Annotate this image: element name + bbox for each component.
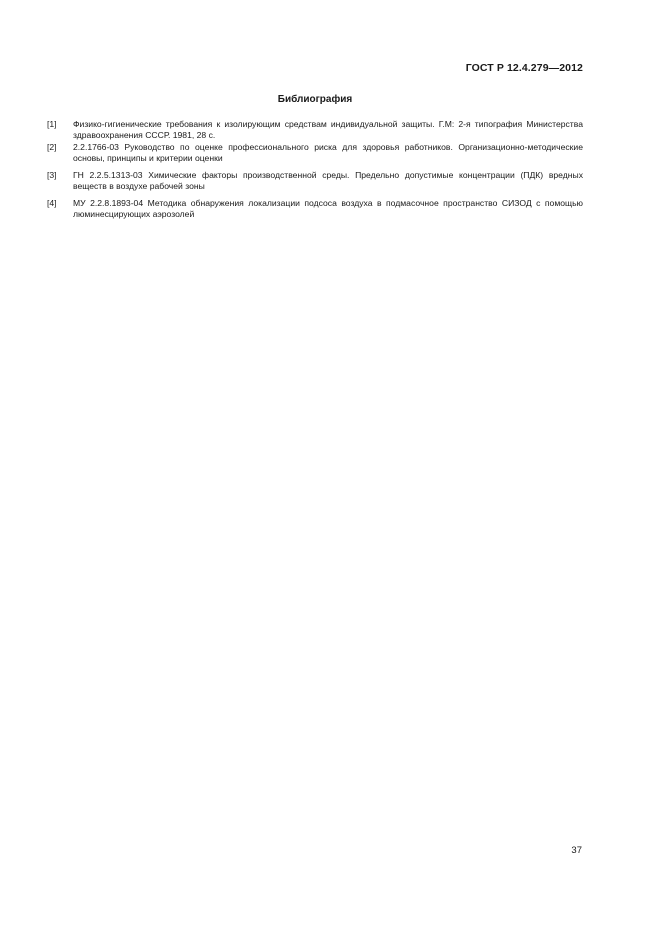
bibliography-entry	[47, 119, 583, 141]
bibliography-entry	[47, 170, 583, 192]
entry-text: Физико-гигиенические требования к изолирующим средствам индивидуальной защиты. Г.М: 2-я типография Министерства здравоохранения СССР. 1981, 28 с.	[73, 119, 583, 140]
entry-number: [3]	[47, 170, 57, 180]
section-title: Библиография	[277, 94, 353, 105]
entry-number: [1]	[47, 119, 57, 129]
bibliography-entry	[47, 142, 583, 164]
bibliography-entry	[47, 198, 583, 220]
entry-number: [2]	[47, 142, 57, 152]
entry-number: [4]	[47, 198, 57, 208]
entry-text: ГН 2.2.5.1313-03 Химические факторы производственной среды. Предельно допустимые концентрации (ПДК) вредных веществ в воздухе рабочей зоны	[73, 170, 583, 191]
document-code: ГОСТ Р 12.4.279—2012	[465, 62, 583, 74]
page-number: 37	[571, 845, 582, 856]
bibliography-list	[47, 119, 583, 226]
entry-text: МУ 2.2.8.1893-04 Методика обнаружения локализации подсоса воздуха в подмасочное пространство СИЗОД с помощью люминесцирующих аэрозолей	[73, 198, 583, 219]
entry-text: 2.2.1766-03 Руководство по оценке профессионального риска для здоровья работников. Организационно-методические основы, принципы и критерии оценки	[73, 142, 583, 163]
